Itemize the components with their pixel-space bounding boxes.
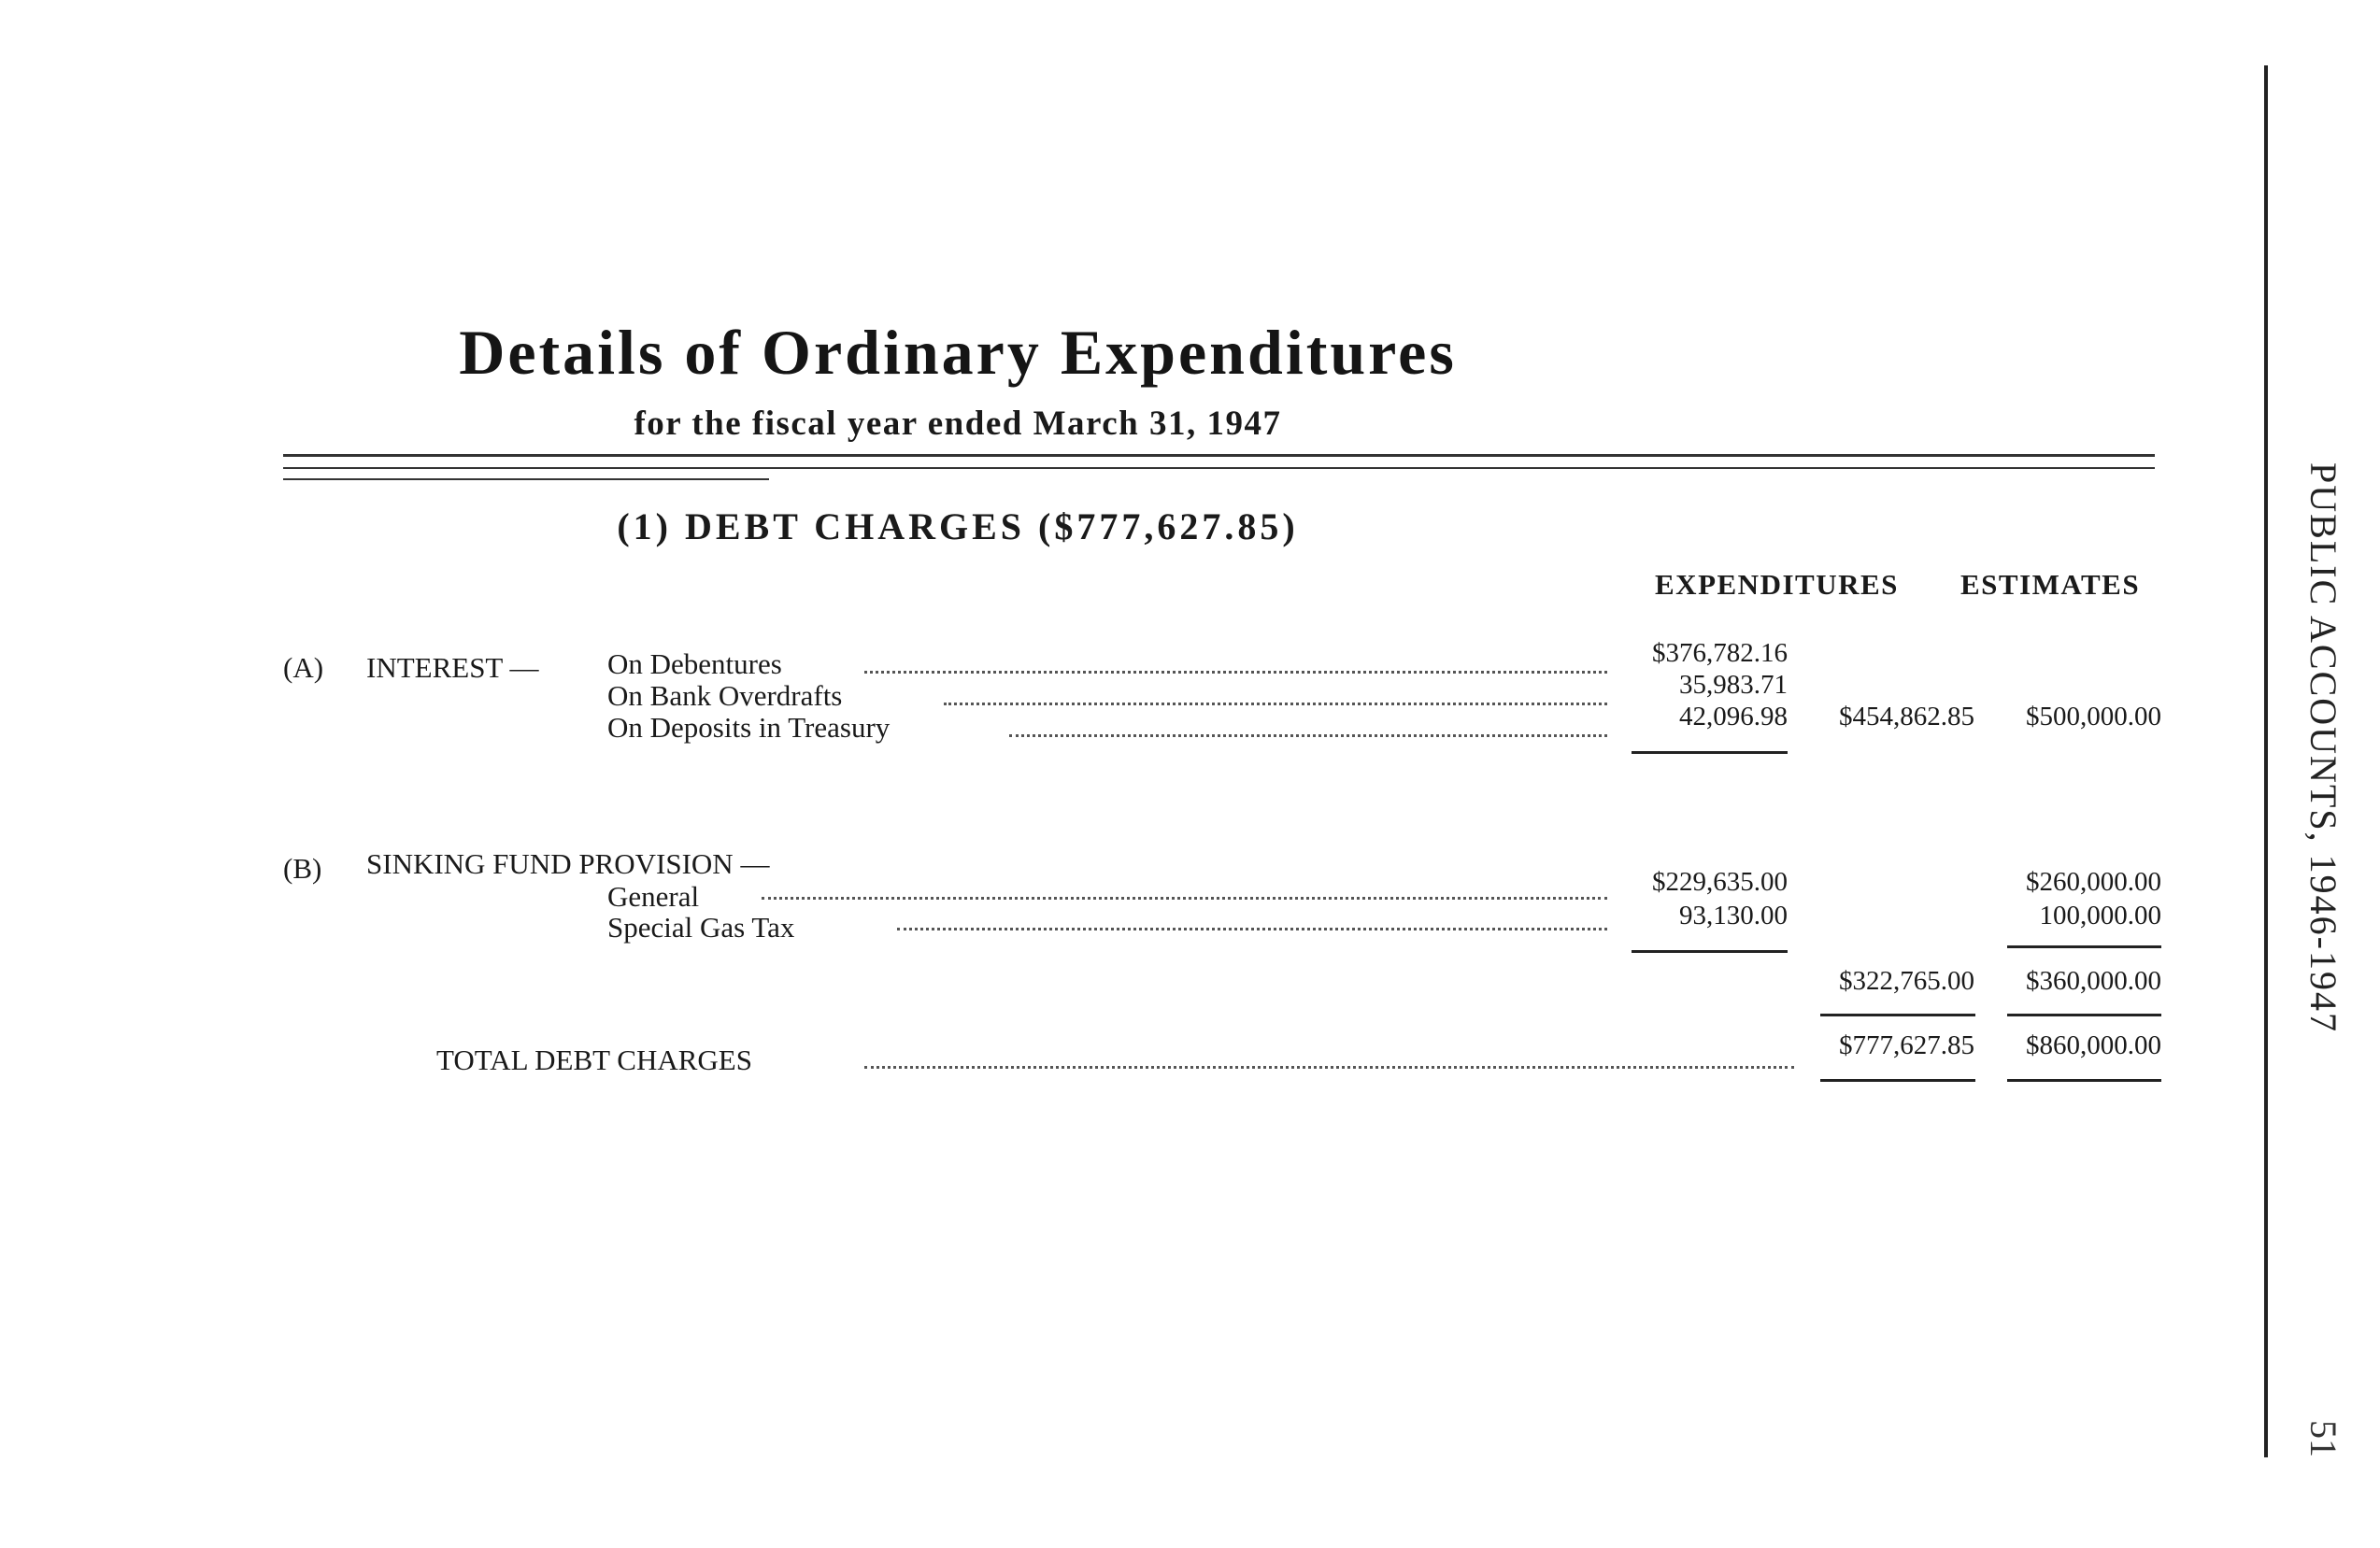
interest-item-amount: 42,096.98 <box>1679 702 1788 731</box>
dot-leader <box>1009 734 1607 737</box>
interest-item-label: On Deposits in Treasury <box>607 711 891 744</box>
interest-item-amount: 35,983.71 <box>1679 670 1788 700</box>
sinking-fund-item-estimate: 100,000.00 <box>2039 901 2161 930</box>
sinking-fund-item-label: General <box>607 880 700 913</box>
interest-total-estimate: $500,000.00 <box>2026 702 2161 731</box>
column-header-estimates: ESTIMATES <box>1960 568 2141 601</box>
subtotal-underline-expenditure <box>1820 1014 1975 1016</box>
margin-rule <box>2264 65 2268 1457</box>
dot-leader <box>944 703 1607 705</box>
dot-leader <box>897 928 1607 930</box>
sinking-fund-item-estimate: $260,000.00 <box>2026 867 2161 897</box>
total-debt-charges-label: TOTAL DEBT CHARGES <box>436 1044 752 1076</box>
subtotal-underline-estimate <box>2007 1014 2161 1016</box>
interest-total-expenditure: $454,862.85 <box>1839 702 1974 731</box>
sinking-fund-label: SINKING FUND PROVISION — <box>366 847 770 880</box>
section-letter-a: (A) <box>283 651 324 684</box>
sinking-fund-item-amount: $229,635.00 <box>1652 867 1788 897</box>
page-title: Details of Ordinary Expenditures <box>459 317 1457 388</box>
total-underline-expenditure <box>1820 1079 1975 1082</box>
sinking-fund-item-label: Special Gas Tax <box>607 911 795 944</box>
dot-leader <box>762 897 1607 900</box>
title-rule-extra <box>283 478 769 480</box>
sinking-fund-total-expenditure: $322,765.00 <box>1839 966 1974 996</box>
interest-label: INTEREST — <box>366 651 539 684</box>
dot-leader <box>864 1066 1794 1069</box>
page-subtitle: for the fiscal year ended March 31, 1947 <box>634 405 1282 443</box>
sinking-fund-underline-expenditure <box>1632 950 1788 953</box>
running-header: PUBLIC ACCOUNTS, 1946-1947 <box>2302 462 2344 1033</box>
sinking-fund-total-estimate: $360,000.00 <box>2026 966 2161 996</box>
page-number: 51 <box>2302 1420 2344 1457</box>
title-rule-bottom <box>283 467 2155 469</box>
section-heading: (1) DEBT CHARGES ($777,627.85) <box>617 505 1299 547</box>
title-rule-top <box>283 454 2155 457</box>
total-debt-charges-expenditure: $777,627.85 <box>1839 1030 1974 1060</box>
interest-subtotal-underline <box>1632 751 1788 754</box>
interest-item-amount: $376,782.16 <box>1652 638 1788 668</box>
interest-item-label: On Bank Overdrafts <box>607 679 843 712</box>
dot-leader <box>864 671 1607 674</box>
interest-item-label: On Debentures <box>607 647 782 680</box>
sinking-fund-item-amount: 93,130.00 <box>1679 901 1788 930</box>
column-header-expenditures: EXPENDITURES <box>1655 568 1899 601</box>
section-letter-b: (B) <box>283 852 322 885</box>
total-underline-estimate <box>2007 1079 2161 1082</box>
sinking-fund-underline-estimate <box>2007 945 2161 948</box>
total-debt-charges-estimate: $860,000.00 <box>2026 1030 2161 1060</box>
